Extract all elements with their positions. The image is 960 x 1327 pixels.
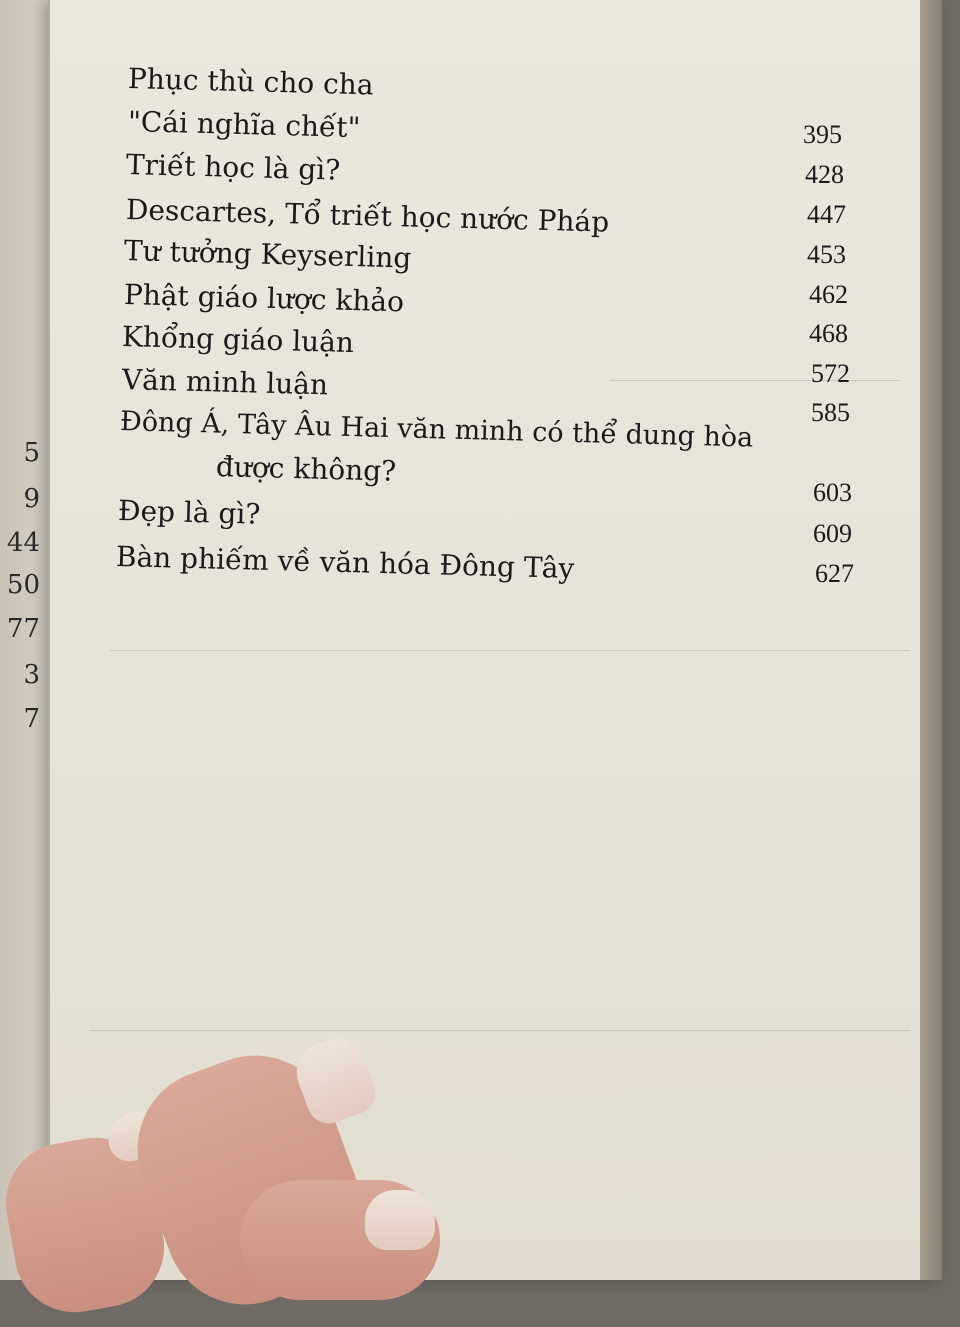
show-through-rule xyxy=(90,1030,910,1031)
toc-entry-page: 447 xyxy=(807,200,846,229)
toc-entry-title: Bàn phiếm về văn hóa Đông Tây xyxy=(115,540,575,585)
toc-entry-page: 572 xyxy=(811,359,850,388)
toc-entry-title: Tư tưởng Keyserling xyxy=(123,234,412,275)
toc-entry-title: Đẹp là gì? xyxy=(117,494,261,531)
toc-entry-page: 603 xyxy=(813,478,852,507)
toc-entry-title: Phục thù cho cha xyxy=(127,62,374,102)
toc-entry-page: 609 xyxy=(813,519,852,548)
toc-entry-title: Văn minh luận xyxy=(121,363,329,402)
fingernail xyxy=(365,1190,435,1250)
toc-entry-page: 395 xyxy=(803,120,842,149)
toc-entry-title: Khổng giáo luận xyxy=(121,320,355,360)
toc-entry-title: Triết học là gì? xyxy=(125,148,341,187)
previous-page-number: 7 xyxy=(23,704,40,734)
toc-entry-page: 428 xyxy=(805,160,844,189)
toc-entry-page: 468 xyxy=(809,319,848,348)
toc-entry-title: "Cái nghĩa chết" xyxy=(127,105,361,145)
previous-page-number: 50 xyxy=(6,570,40,600)
toc-entry-title: Phật giáo lược khảo xyxy=(123,278,405,319)
previous-page-number: 5 xyxy=(23,438,40,468)
toc-entry-title: Descartes, Tổ triết học nước Pháp xyxy=(125,193,610,239)
toc-entry-page: 462 xyxy=(809,280,848,309)
previous-page-number: 3 xyxy=(23,660,40,690)
toc-entry-title-continued: được không? xyxy=(215,450,397,488)
toc-entry-page: 627 xyxy=(815,559,854,588)
previous-page-number: 77 xyxy=(6,614,40,644)
toc-entry-page: 585 xyxy=(811,398,850,427)
previous-page-number: 44 xyxy=(6,528,40,558)
previous-page-number: 9 xyxy=(23,484,40,514)
toc-entry-title: Đông Á, Tây Âu Hai văn minh có thể dung hòa xyxy=(119,406,754,454)
toc-entry-page: 453 xyxy=(807,240,846,269)
